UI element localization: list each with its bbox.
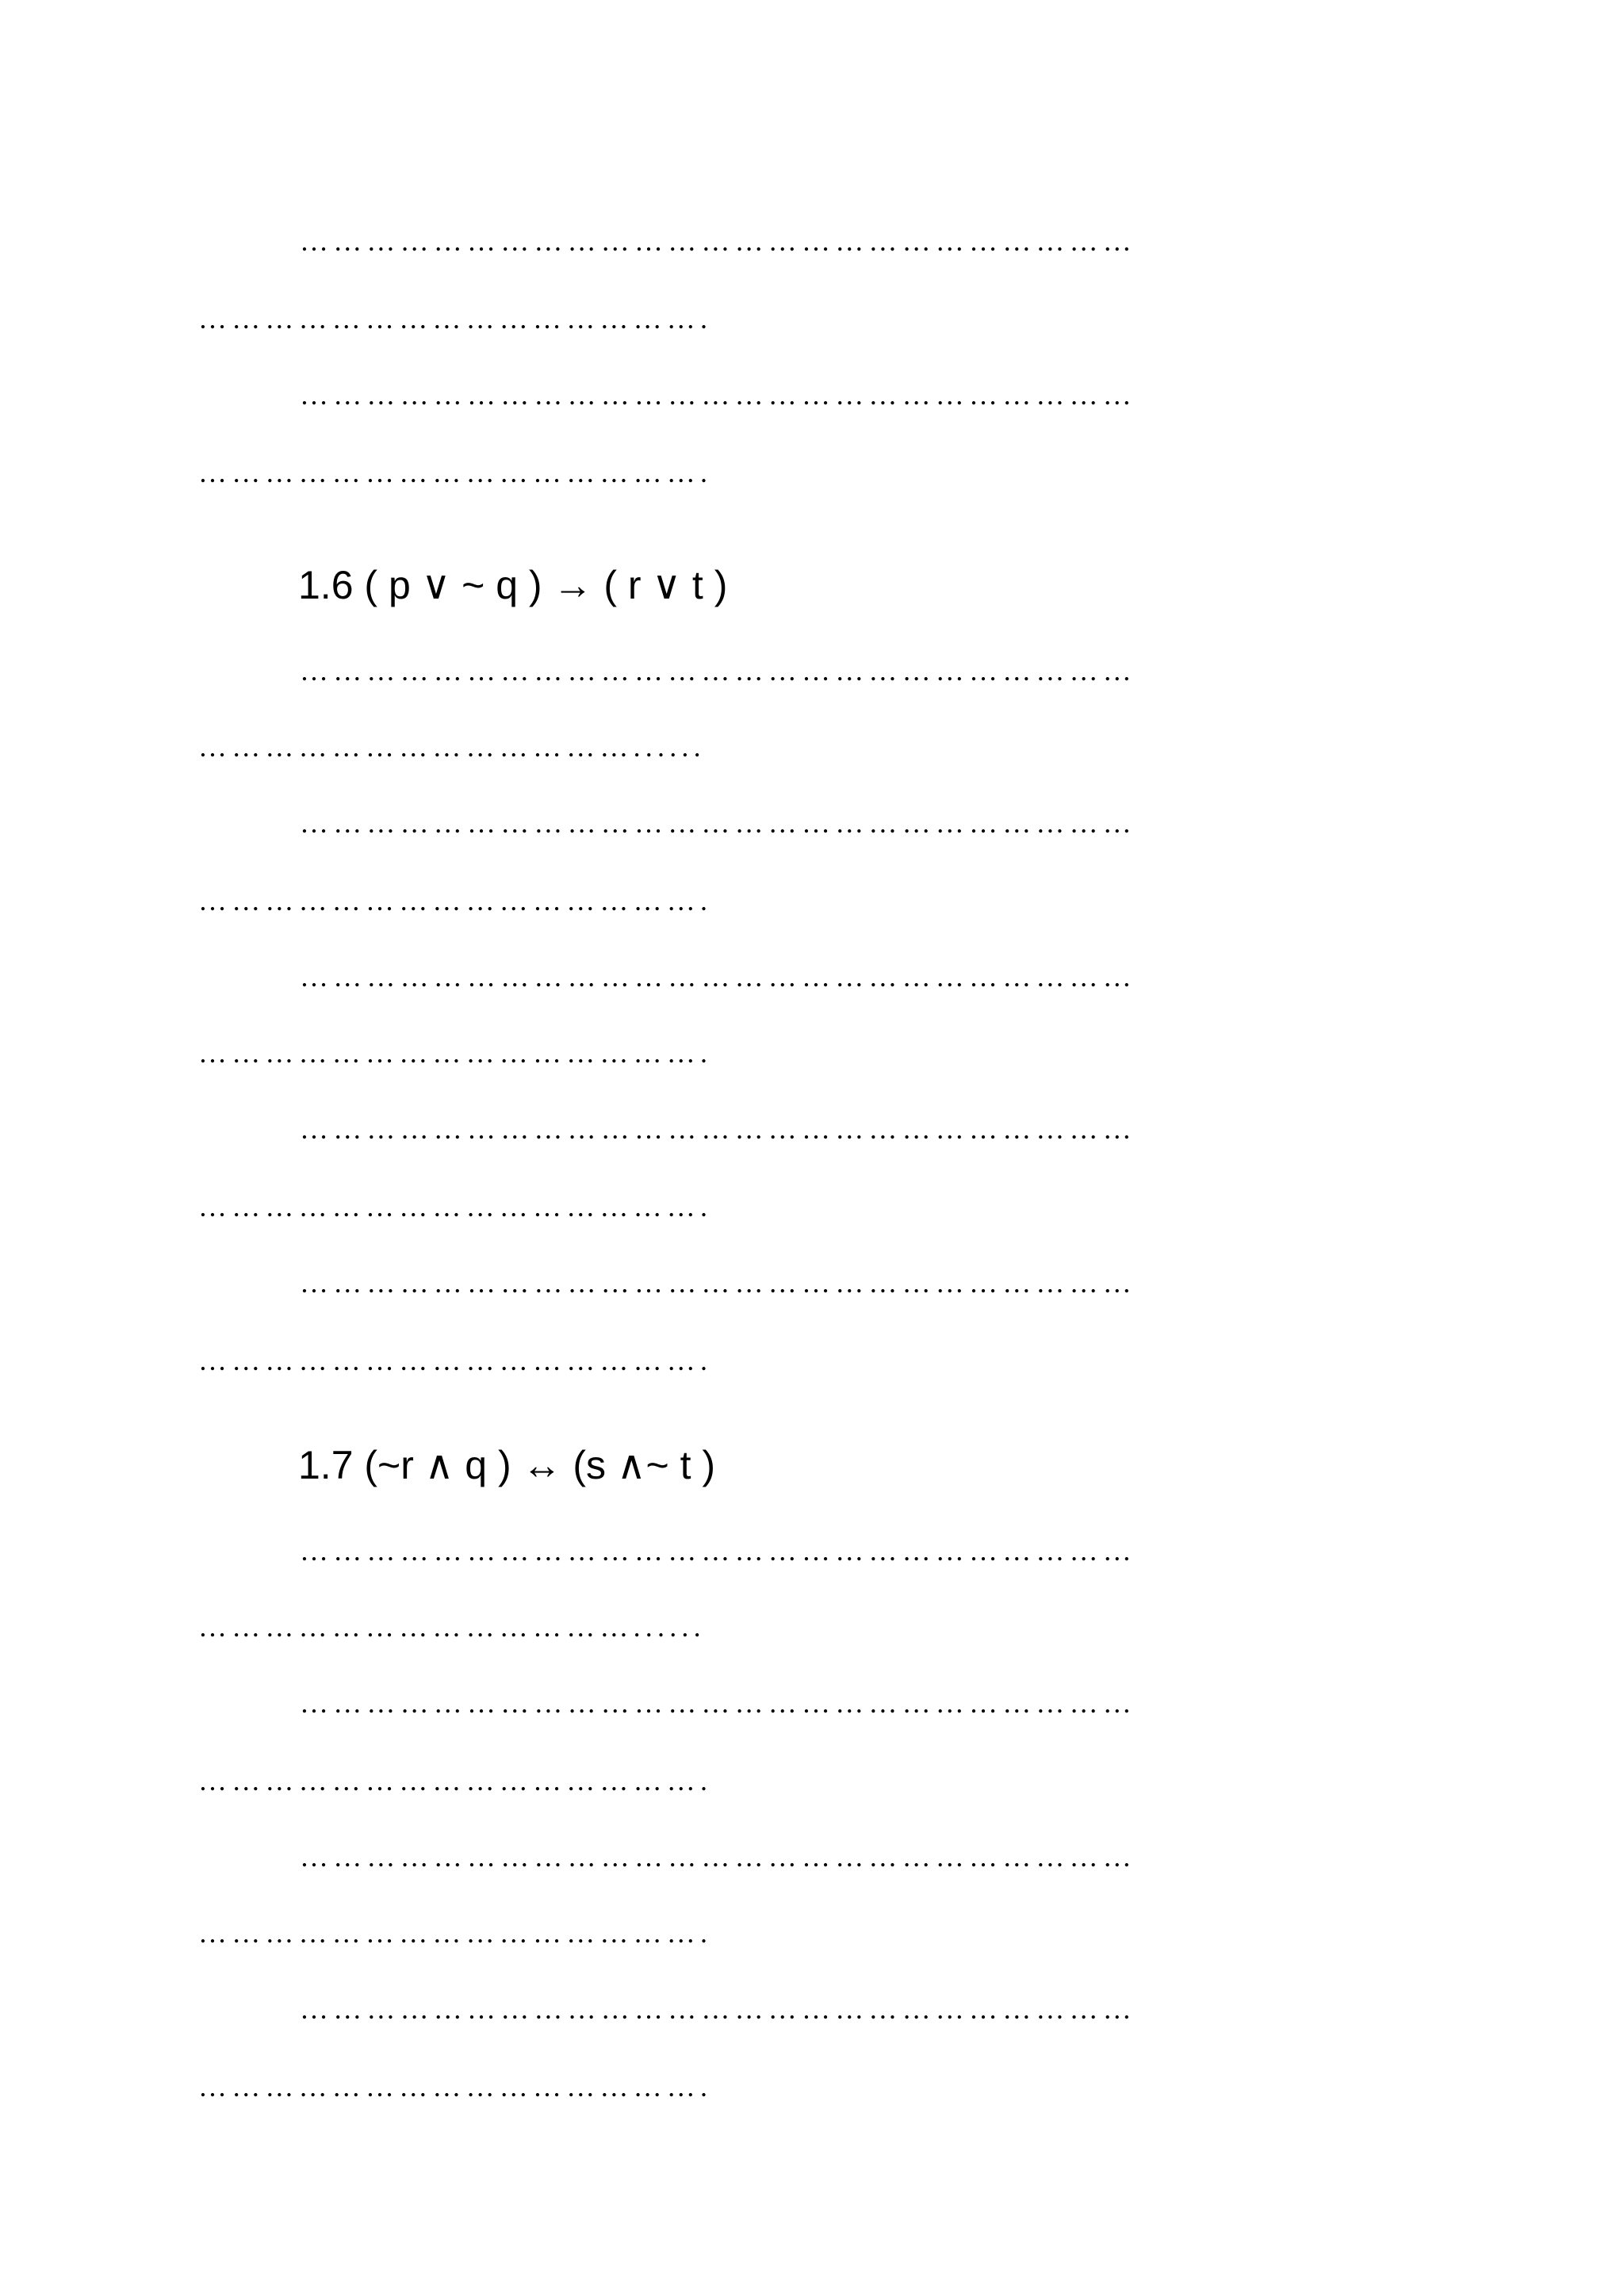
question-heading-1-7: 1.7 (~r ∧ q ) ↔ (s ∧~ t ) — [298, 1443, 716, 1487]
answer-line: ………………………………………………………………… — [300, 1841, 1136, 1873]
answer-line: ………………………………………………………………… — [300, 1993, 1136, 2025]
answer-line: …………………………………...... — [198, 731, 706, 763]
answer-line: …………………………………...... — [198, 1611, 706, 1643]
answer-line: ………………………………………. — [198, 303, 713, 335]
answer-line: ………………………………………. — [198, 1037, 713, 1069]
answer-line: ………………………………………………………………… — [300, 961, 1136, 993]
answer-line: ………………………………………………………………… — [300, 1535, 1136, 1567]
answer-line: ………………………………………………………………… — [300, 1113, 1136, 1145]
answer-line: ………………………………………………………………… — [300, 1687, 1136, 1719]
answer-line: ………………………………………. — [198, 457, 713, 488]
answer-line: ………………………………………. — [198, 2071, 713, 2103]
answer-line: ………………………………………………………………… — [300, 379, 1136, 411]
answer-line: ………………………………………………………………… — [300, 1267, 1136, 1299]
question-heading-1-6: 1.6 ( p ∨ ~ q ) → ( r ∨ t ) — [298, 563, 728, 607]
answer-line: ………………………………………. — [198, 1917, 713, 1949]
answer-line: ………………………………………. — [198, 1191, 713, 1223]
answer-line: ………………………………………. — [198, 1345, 713, 1376]
answer-line: ………………………………………. — [198, 885, 713, 916]
answer-line: ………………………………………………………………… — [300, 225, 1136, 257]
answer-line: ………………………………………………………………… — [300, 655, 1136, 687]
answer-line: ………………………………………………………………… — [300, 807, 1136, 839]
answer-line: ………………………………………. — [198, 1765, 713, 1797]
